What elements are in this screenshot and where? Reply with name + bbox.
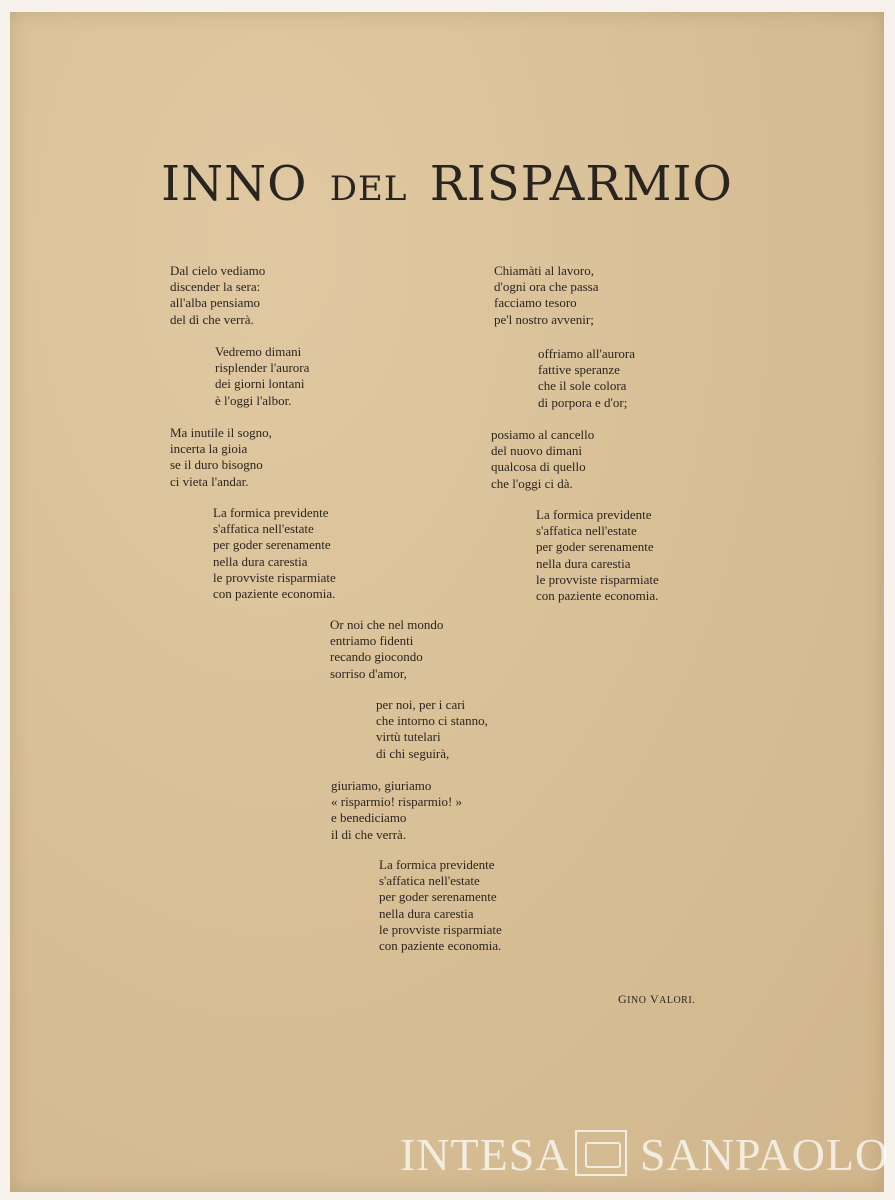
verse-line: le provviste risparmiate bbox=[379, 921, 502, 937]
verse-line: per noi, per i cari bbox=[376, 697, 466, 712]
verse-line: s'affatica nell'estate bbox=[213, 521, 314, 537]
verse-line: di chi seguirà, bbox=[376, 745, 450, 761]
verse-line: La formica previdente bbox=[379, 857, 495, 872]
refrain-right bbox=[536, 507, 659, 604]
verse-line: per goder serenamente bbox=[536, 539, 654, 555]
verse-line: La formica previdente bbox=[213, 505, 329, 520]
verse-line: recando giocondo bbox=[330, 649, 423, 665]
stanza-3 bbox=[170, 425, 272, 490]
watermark-left-text: INTESA bbox=[400, 1129, 570, 1180]
verse-line: le provviste risparmiate bbox=[536, 571, 659, 587]
intesa-sanpaolo-watermark bbox=[400, 1128, 890, 1180]
watermark-right-text: SANPAOLO bbox=[640, 1129, 890, 1180]
verse-line: Dal cielo vediamo bbox=[170, 263, 266, 278]
verse-line: del nuovo dimani bbox=[491, 443, 582, 459]
verse-line: con paziente economia. bbox=[379, 938, 502, 954]
verse-line: con paziente economia. bbox=[536, 588, 659, 604]
verse-line: Or noi che nel mondo bbox=[330, 617, 444, 632]
verse-line: è l'oggi l'albor. bbox=[215, 392, 292, 408]
verse-line: entriamo fidenti bbox=[330, 633, 414, 649]
verse-line: dei giorni lontani bbox=[215, 376, 305, 392]
verse-line: nella dura carestia bbox=[379, 905, 474, 921]
stanza-7 bbox=[330, 617, 443, 682]
verse-line: del dì che verrà. bbox=[170, 311, 254, 327]
verse-line: posiamo al cancello bbox=[491, 427, 595, 442]
author-signature bbox=[618, 992, 695, 1007]
verse-line: con paziente economia. bbox=[213, 586, 336, 602]
verse-line: le provviste risparmiate bbox=[213, 569, 336, 585]
stanza-9 bbox=[331, 778, 462, 843]
stanza-5 bbox=[538, 346, 635, 411]
author-rest-2: ALORI. bbox=[659, 995, 696, 1006]
verse-line: di porpora e d'or; bbox=[538, 394, 628, 410]
document-page bbox=[10, 12, 884, 1192]
author-initial-2: V bbox=[649, 992, 660, 1006]
verse-line: per goder serenamente bbox=[213, 537, 331, 553]
verse-line: d'ogni ora che passa bbox=[494, 279, 599, 295]
verse-line: offriamo all'aurora bbox=[538, 346, 636, 361]
verse-line: facciamo tesoro bbox=[494, 295, 577, 311]
verse-line: sorriso d'amor, bbox=[330, 665, 407, 681]
verse-line: La formica previdente bbox=[536, 507, 652, 522]
verse-line: Ma inutile il sogno, bbox=[170, 425, 272, 440]
verse-line: e benediciamo bbox=[331, 810, 407, 826]
title-word-risparmio: RISPARMIO bbox=[429, 156, 733, 212]
refrain-left bbox=[213, 505, 336, 602]
stanza-4 bbox=[494, 263, 599, 328]
verse-line: che l'oggi ci dà. bbox=[491, 475, 573, 491]
bank-logo-icon bbox=[575, 1130, 627, 1176]
verse-line: fattive speranze bbox=[538, 362, 620, 378]
stanza-2 bbox=[215, 344, 309, 409]
verse-line: s'affatica nell'estate bbox=[379, 873, 480, 889]
verse-line: pe'l nostro avvenir; bbox=[494, 311, 594, 327]
verse-line: che il sole colora bbox=[538, 378, 627, 394]
verse-line: s'affatica nell'estate bbox=[536, 523, 637, 539]
title-word-inno: INNO bbox=[161, 156, 308, 212]
verse-line: risplender l'aurora bbox=[215, 360, 310, 376]
author-initial-1: G bbox=[618, 992, 628, 1006]
poem-title bbox=[10, 156, 884, 212]
verse-line: nella dura carestia bbox=[213, 553, 308, 569]
verse-line: discender la sera: bbox=[170, 279, 261, 295]
author-rest-1: INO bbox=[627, 995, 647, 1006]
stanza-8 bbox=[376, 697, 488, 762]
stanza-6 bbox=[491, 427, 594, 492]
stanza-1 bbox=[170, 263, 265, 328]
title-word-del: DEL bbox=[329, 169, 408, 209]
verse-line: nella dura carestia bbox=[536, 555, 631, 571]
verse-line: virtù tutelari bbox=[376, 729, 441, 745]
verse-line: « risparmio! risparmio! » bbox=[331, 794, 463, 810]
verse-line: giuriamo, giuriamo bbox=[331, 778, 432, 793]
verse-line: il dì che verrà. bbox=[331, 826, 407, 842]
verse-line: ci vieta l'andar. bbox=[170, 473, 249, 489]
verse-line: per goder serenamente bbox=[379, 889, 497, 905]
verse-line: Vedremo dimani bbox=[215, 344, 302, 359]
verse-line: incerta la gioia bbox=[170, 441, 248, 457]
verse-line: se il duro bisogno bbox=[170, 457, 263, 473]
verse-line: qualcosa di quello bbox=[491, 459, 586, 475]
verse-line: all'alba pensiamo bbox=[170, 295, 261, 311]
refrain-center bbox=[379, 857, 502, 954]
verse-line: che intorno ci stanno, bbox=[376, 713, 488, 729]
verse-line: Chiamàti al lavoro, bbox=[494, 263, 595, 278]
